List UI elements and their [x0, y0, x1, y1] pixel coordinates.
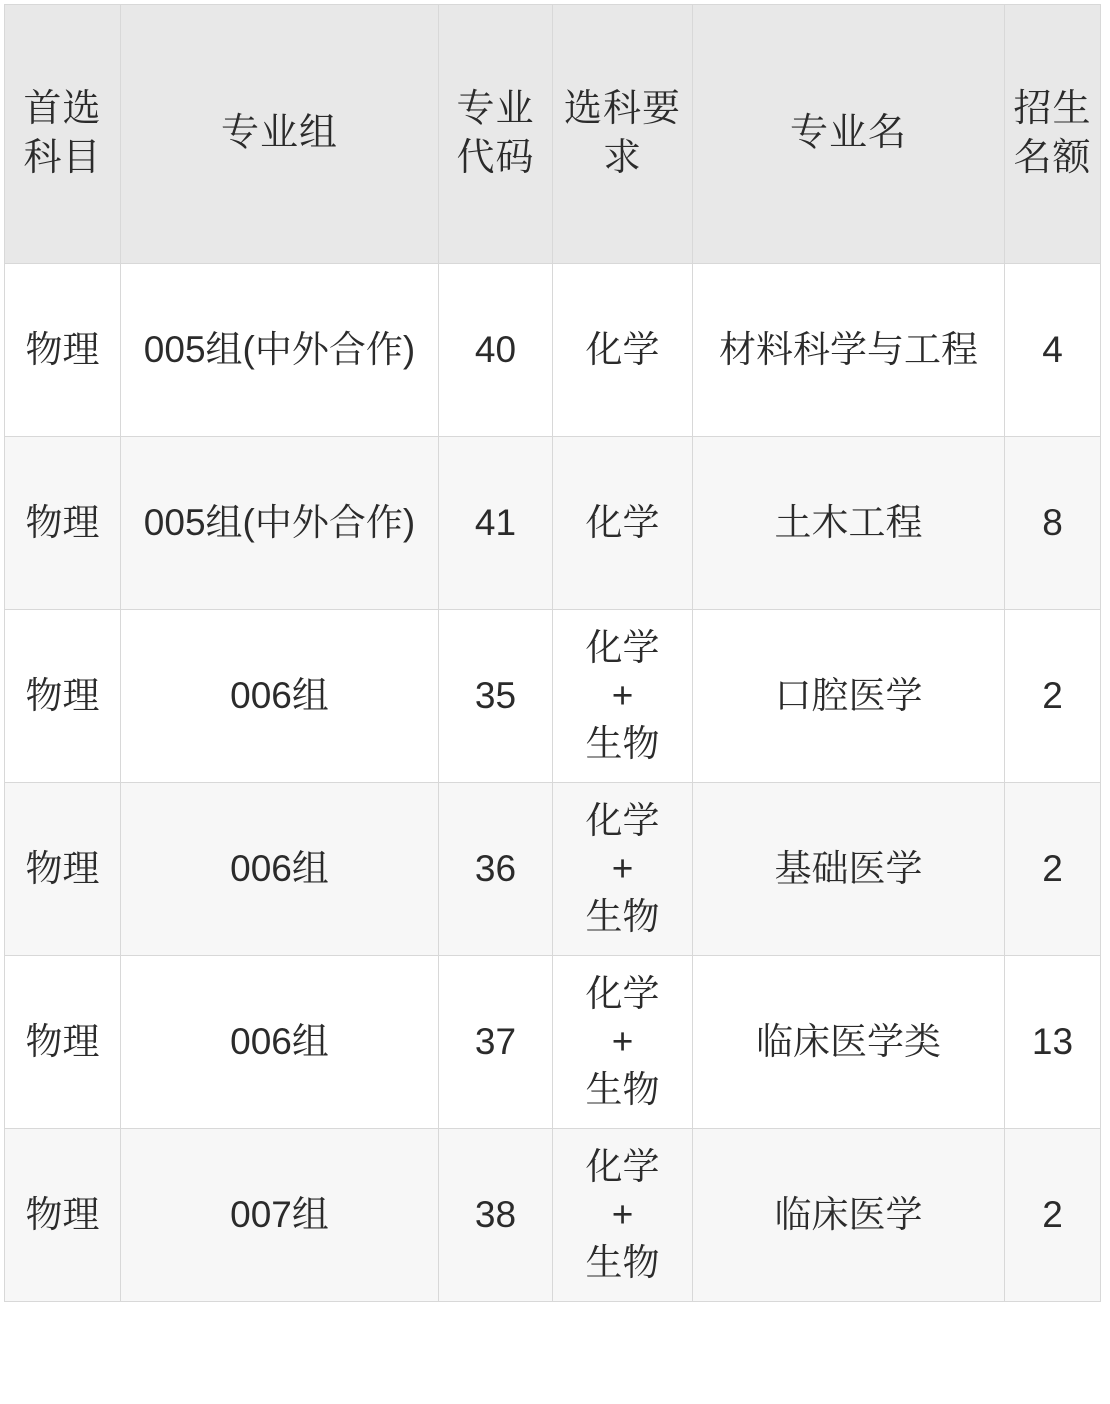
cell-major: 口腔医学	[693, 610, 1005, 783]
table-body	[5, 264, 1101, 1302]
cell-requirement: 化学 + 生物	[553, 783, 693, 956]
cell-group: 006组	[121, 783, 439, 956]
cell-quota: 2	[1005, 610, 1101, 783]
column-header-major: 专业名	[693, 5, 1005, 264]
cell-requirement: 化学 + 生物	[553, 956, 693, 1129]
cell-subject: 物理	[5, 264, 121, 437]
cell-code: 41	[439, 437, 553, 610]
cell-code: 36	[439, 783, 553, 956]
cell-major: 土木工程	[693, 437, 1005, 610]
cell-major: 临床医学	[693, 1129, 1005, 1302]
table-row	[5, 264, 1101, 437]
cell-quota: 4	[1005, 264, 1101, 437]
table-row	[5, 437, 1101, 610]
cell-quota: 2	[1005, 1129, 1101, 1302]
table-header-row	[5, 5, 1101, 264]
table-row	[5, 783, 1101, 956]
table-row	[5, 1129, 1101, 1302]
cell-group: 007组	[121, 1129, 439, 1302]
cell-requirement: 化学	[553, 437, 693, 610]
cell-major: 临床医学类	[693, 956, 1005, 1129]
cell-major: 基础医学	[693, 783, 1005, 956]
cell-quota: 2	[1005, 783, 1101, 956]
column-header-group: 专业组	[121, 5, 439, 264]
cell-subject: 物理	[5, 783, 121, 956]
column-header-subject: 首选科目	[5, 5, 121, 264]
cell-subject: 物理	[5, 1129, 121, 1302]
column-header-code: 专业代码	[439, 5, 553, 264]
cell-group: 005组(中外合作)	[121, 264, 439, 437]
cell-code: 38	[439, 1129, 553, 1302]
cell-code: 37	[439, 956, 553, 1129]
cell-requirement: 化学	[553, 264, 693, 437]
admission-table	[4, 4, 1101, 1302]
cell-quota: 8	[1005, 437, 1101, 610]
cell-group: 006组	[121, 956, 439, 1129]
table-row	[5, 956, 1101, 1129]
column-header-quota: 招生名额	[1005, 5, 1101, 264]
cell-subject: 物理	[5, 437, 121, 610]
cell-requirement: 化学 + 生物	[553, 610, 693, 783]
cell-requirement: 化学 + 生物	[553, 1129, 693, 1302]
cell-subject: 物理	[5, 610, 121, 783]
cell-code: 40	[439, 264, 553, 437]
cell-group: 006组	[121, 610, 439, 783]
column-header-requirement: 选科要求	[553, 5, 693, 264]
cell-group: 005组(中外合作)	[121, 437, 439, 610]
cell-quota: 13	[1005, 956, 1101, 1129]
cell-subject: 物理	[5, 956, 121, 1129]
table-header	[5, 5, 1101, 264]
table-row	[5, 610, 1101, 783]
cell-code: 35	[439, 610, 553, 783]
cell-major: 材料科学与工程	[693, 264, 1005, 437]
